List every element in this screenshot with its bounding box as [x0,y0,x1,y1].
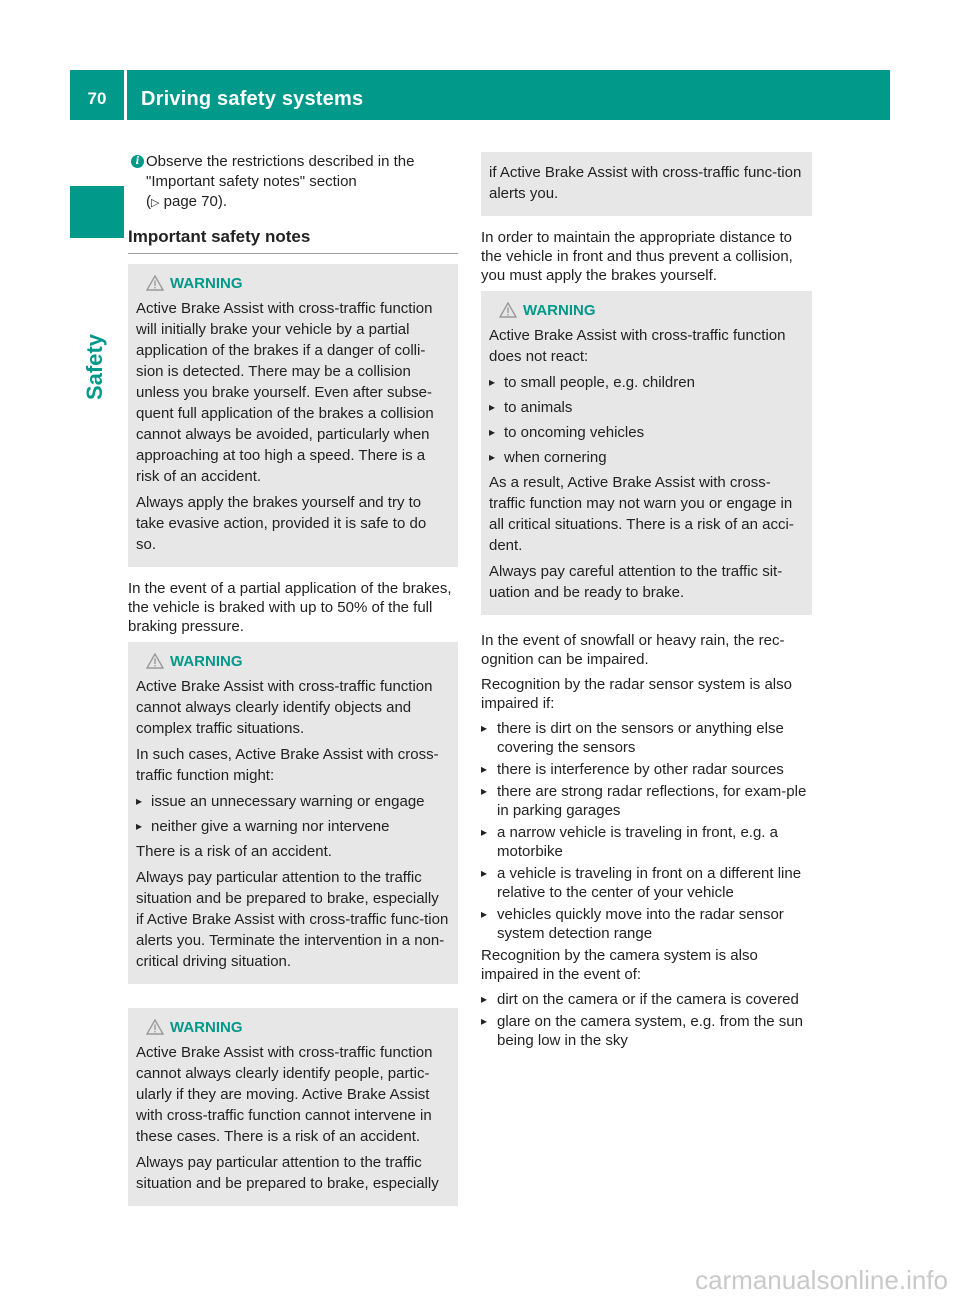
warning-title: WARNING [523,302,596,319]
info-note [128,152,458,213]
body-paragraph: Recognition by the radar sensor system is also impaired if: [481,676,792,712]
warning-text: Always pay careful attention to the traffic sit-uation and be ready to brake. [489,563,783,601]
warning-text: Always pay particular attention to the traffic situation and be prepared to brake, especially if Active Brake Assist with cross-traffic func-tion alerts you. Terminate the intervention in a non-critical driving situation. [136,869,449,970]
side-tab-label: Safety [82,333,107,400]
info-icon: i [131,155,144,168]
warning-triangle-icon [146,1019,164,1035]
warning-box-4 [481,291,812,615]
list-item: ▸ there are strong radar reflections, for exam-ple in parking garages [481,782,812,820]
body-paragraph: In the event of snowfall or heavy rain, the rec-ognition can be impaired. [481,632,785,668]
warning-text: Active Brake Assist with cross-traffic function cannot always clearly identify people, partic-ularly if they are moving. Active Brake Assist with cross-traffic function cannot intervene in these cases. There is a risk of an accident. [136,1044,433,1145]
list-item: ▸ to oncoming vehicles [489,422,804,443]
list-item: ▸ when cornering [489,447,804,468]
list-item: ▸ dirt on the camera or if the camera is covered [481,990,812,1009]
warning-title: WARNING [170,653,243,670]
right-column [481,152,812,1053]
warning-header [489,301,804,321]
warning-triangle-icon [146,275,164,291]
page-pointer-icon: ▷ [151,196,160,209]
body-paragraph: Recognition by the camera system is also impaired in the event of: [481,947,758,983]
section-title: Driving safety systems [141,88,364,110]
warning-box-1 [128,264,458,567]
warning-text: Always apply the brakes yourself and try to take evasive action, provided it is safe to do so. [136,494,427,553]
warning-text: There is a risk of an accident. [136,843,332,860]
warning-text: Always pay particular attention to the traffic situation and be prepared to brake, especially [136,1154,439,1192]
info-note-ref[interactable]: (▷ page 70). [146,193,228,210]
header-separator [124,70,127,120]
page-number: 70 [87,89,107,108]
warning-triangle-icon [146,653,164,669]
info-note-line1: Observe the restrictions described in the [146,153,415,170]
warning-triangle-icon [499,302,517,318]
info-note-line2: "Important safety notes" section [146,173,357,190]
list-item: ▸ a narrow vehicle is traveling in front, e.g. a motorbike [481,823,812,861]
warning-text: Active Brake Assist with cross-traffic function cannot always clearly identify objects and complex traffic situations. [136,678,433,737]
list-item: ▸ glare on the camera system, e.g. from the sun being low in the sky [481,1012,812,1050]
warning-text: if Active Brake Assist with cross-traffic func-tion alerts you. [489,164,802,202]
warning-header [136,652,450,672]
body-paragraph: In the event of a partial application of the brakes, the vehicle is braked with up to 50% of the full braking pressure. [128,580,452,635]
warning-text: Active Brake Assist with cross-traffic function will initially brake your vehicle by a partial application of the brakes if a danger of colli-sion is detected. There may be a collision unless you brake yourself. Even after subse-quent full application of the brakes a collision cannot always be avoided, particularly when approaching at too high a speed. There is a risk of an accident. [136,300,434,485]
list-item: ▸ issue an unnecessary warning or engage [136,791,450,812]
warning-header [136,274,450,294]
warning-text: As a result, Active Brake Assist with cross-traffic function may not warn you or engage in all critical situations. There is a risk of an acci-dent. [489,474,794,554]
warning-title: WARNING [170,275,243,292]
section-heading: Important safety notes [128,227,458,254]
body-paragraph: In order to maintain the appropriate distance to the vehicle in front and thus prevent a collision, you must apply the brakes yourself. [481,229,793,284]
left-column [128,152,458,1206]
warning-text: In such cases, Active Brake Assist with cross-traffic function might: [136,746,439,784]
list-item: ▸ to animals [489,397,804,418]
list-item: ▸ neither give a warning nor intervene [136,816,450,837]
list-item: ▸ vehicles quickly move into the radar sensor system detection range [481,905,812,943]
list-item: ▸ there is interference by other radar sources [481,760,812,779]
watermark: carmanualsonline.info [695,1265,948,1295]
warning-box-2 [128,642,458,984]
warning-header [136,1018,450,1038]
list-item: ▸ a vehicle is traveling in front on a different line relative to the center of your vehicle [481,864,812,902]
warning-text: Active Brake Assist with cross-traffic function does not react: [489,327,786,365]
list-item: ▸ to small people, e.g. children [489,372,804,393]
list-item: ▸ there is dirt on the sensors or anything else covering the sensors [481,719,812,757]
warning-continued-box [481,152,812,216]
warning-box-3 [128,1008,458,1206]
warning-title: WARNING [170,1019,243,1036]
side-tab-marker [70,186,124,238]
